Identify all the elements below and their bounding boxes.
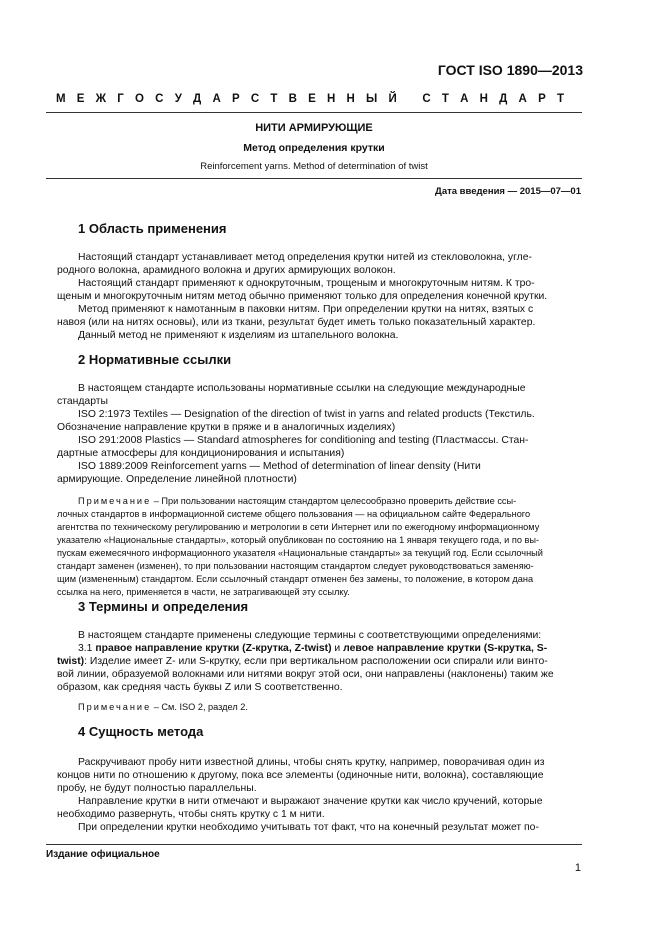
term-number: 3.1 bbox=[78, 643, 96, 654]
banner-letter: Ж bbox=[95, 93, 107, 105]
banner-letter: Н bbox=[326, 93, 336, 105]
banner-letter: С bbox=[422, 93, 431, 105]
paragraph-line: дартные атмосферы для кондиционирования и испытания) bbox=[57, 448, 345, 459]
section-4-heading: 4 Сущность метода bbox=[78, 724, 204, 739]
term-right-twist: правое направление крутки (Z-крутка, Z-twist) bbox=[95, 643, 332, 654]
note-label: Примечание bbox=[78, 496, 152, 506]
document-subtitle: Метод определения крутки bbox=[243, 142, 385, 154]
paragraph-line: родного волокна, арамидного волокна и других армирующих волокон. bbox=[57, 265, 396, 276]
banner-letter: М bbox=[56, 93, 66, 105]
note-paragraph bbox=[78, 495, 516, 508]
english-title: Reinforcement yarns. Method of determination of twist bbox=[200, 161, 428, 172]
paragraph-line: концов нити по отношению к другому, пока все элементы (одиночные нити, волокна), составляющие bbox=[57, 770, 544, 781]
paragraph-line: При определении крутки необходимо учитывать тот факт, что на конечный результат может по- bbox=[78, 822, 539, 833]
paragraph-line: образом, как средняя часть буквы Z или S соответственно. bbox=[57, 682, 343, 693]
banner-letter: Д bbox=[499, 93, 508, 105]
definition-text: : Изделие имеет Z- или S-крутку, если при вертикальном расположении оси спирали или винто- bbox=[84, 656, 548, 667]
paragraph-line: Обозначение направление крутки в пряже и в аналогичных изделиях) bbox=[57, 422, 396, 433]
banner-letter: Р bbox=[231, 93, 240, 105]
document-title: НИТИ АРМИРУЮЩИЕ bbox=[255, 122, 373, 134]
title-rule bbox=[46, 178, 582, 179]
banner-gap bbox=[408, 93, 411, 105]
paragraph-line: навоя (или на нитях основы), или из ткани, результат будет иметь только показательный характер. bbox=[57, 317, 536, 328]
paragraph-line: Направление крутки в нити отмечают и выражают значение крутки как число кручений, которые bbox=[78, 796, 543, 807]
reference-iso-291: ISO 291:2008 Plastics — Standard atmospheres for conditioning and testing (Пластмассы. Стан- bbox=[78, 435, 529, 446]
standard-code: ГОСТ ISO 1890—2013 bbox=[437, 62, 583, 78]
banner-letter: Ы bbox=[366, 93, 378, 105]
note-text: – См. ISO 2, раздел 2. bbox=[151, 702, 248, 712]
banner-letter: С bbox=[155, 93, 164, 105]
paragraph-line: В настоящем стандарте использованы нормативные ссылки на следующие международные bbox=[78, 383, 526, 394]
note-line: стандарт заменен (изменен), то при пользовании настоящим стандартом следует руководствоваться заменяю- bbox=[57, 561, 534, 571]
banner-letter: Е bbox=[308, 93, 316, 105]
banner-letter: Р bbox=[538, 93, 546, 105]
banner-letter: А bbox=[460, 93, 469, 105]
header-rule bbox=[46, 112, 582, 113]
banner-letter: В bbox=[288, 93, 297, 105]
banner-letter: Й bbox=[388, 93, 397, 105]
intro-date: Дата введения — 2015—07—01 bbox=[435, 186, 581, 197]
edition-label: Издание официальное bbox=[46, 849, 160, 860]
paragraph-line: необходимо развернуть, чтобы снять крутку с 1 м нити. bbox=[57, 809, 325, 820]
banner-letter: Т bbox=[556, 93, 564, 105]
banner-letter: Т bbox=[270, 93, 278, 105]
note-line: указателю «Национальные стандарты», который опубликован по состоянию на 1 января текущего года, и по вы- bbox=[57, 535, 540, 545]
note-line: щим (измененным) стандартом. Если ссылочный стандарт отменен без замены, то положение, в котором дана bbox=[57, 574, 534, 584]
paragraph-line: В настоящем стандарте применены следующие термины с соответствующими определениями: bbox=[78, 630, 542, 641]
banner-letter: С bbox=[250, 93, 260, 105]
banner-letter: О bbox=[135, 93, 144, 105]
paragraph-line: Настоящий стандарт применяют к однокруточным, трощеным и многокруточным нитям. К тро- bbox=[78, 278, 535, 289]
banner-letter: Д bbox=[193, 93, 202, 105]
section-3-heading: 3 Термины и определения bbox=[78, 599, 249, 614]
note-line: ссылка на него, применяется в части, не затрагивающей эту ссылку. bbox=[57, 587, 350, 597]
banner-letter: У bbox=[174, 93, 182, 105]
term-left-twist-end: twist) bbox=[57, 656, 85, 667]
banner-letter: Г bbox=[117, 93, 124, 105]
term-left-twist: левое направление крутки (S-крутка, S- bbox=[343, 643, 548, 654]
page-number: 1 bbox=[574, 862, 581, 874]
footer-rule bbox=[46, 844, 582, 845]
reference-iso-1889: ISO 1889:2009 Reinforcement yarns — Method of determination of linear density (Нити bbox=[78, 461, 481, 472]
note-text: – При пользовании настоящим стандартом целесообразно проверить действие ссы- bbox=[151, 496, 517, 506]
banner-letter: Н bbox=[346, 93, 355, 105]
note-label: Примечание bbox=[78, 702, 152, 712]
note-paragraph bbox=[78, 701, 248, 714]
note-line: агентства по техническому регулированию и метрологии в сети Интернет или по ежегодному информационному bbox=[57, 522, 540, 532]
paragraph-line: стандарты bbox=[57, 396, 108, 407]
section-1-heading: 1 Область применения bbox=[78, 221, 227, 236]
paragraph-line: Раскручивают пробу нити известной длины, чтобы снять крутку, например, поворачивая один из bbox=[78, 757, 545, 768]
banner-letter: А bbox=[518, 93, 527, 105]
paragraph-line: Данный метод не применяют к изделиям из штапельного волокна. bbox=[78, 330, 399, 341]
banner-letter: Т bbox=[441, 93, 449, 105]
term-definition-line bbox=[57, 655, 548, 668]
banner-letter: А bbox=[212, 93, 221, 105]
term-connector: и bbox=[331, 643, 344, 654]
reference-iso-2: ISO 2:1973 Textiles — Designation of the direction of twist in yarns and related products (Текстиль. bbox=[78, 409, 535, 420]
note-line: лочных стандартов в информационной системе общего пользования — на официальном сайте Федерального bbox=[57, 509, 531, 519]
note-line: пускам ежемесячного информационного указателя «Национальные стандарты» за текущий год. Если ссылочный bbox=[57, 548, 543, 558]
banner-letter: Н bbox=[479, 93, 488, 105]
paragraph-line: армирующие. Определение линейной плотности) bbox=[57, 474, 297, 485]
banner-letter: Е bbox=[76, 93, 85, 105]
paragraph-line: Настоящий стандарт устанавливает метод определения крутки нитей из стекловолокна, угле- bbox=[78, 252, 532, 263]
term-definition-line bbox=[78, 642, 547, 655]
paragraph-line: вой линии, образуемой волокнами или нитями вокруг этой оси, они направлены (наклонены) таким же bbox=[57, 669, 554, 680]
paragraph-line: пробу, не будут полностью параллельны. bbox=[57, 783, 257, 794]
paragraph-line: Метод применяют к намотанным в паковки нитям. При определении крутки на нитях, взятых с bbox=[78, 304, 534, 315]
interstate-standard-banner bbox=[56, 93, 564, 105]
paragraph-line: щеным и многокруточным нитям метод обычно применяют только для определения конечной крутки. bbox=[57, 291, 548, 302]
section-2-heading: 2 Нормативные ссылки bbox=[78, 352, 232, 367]
